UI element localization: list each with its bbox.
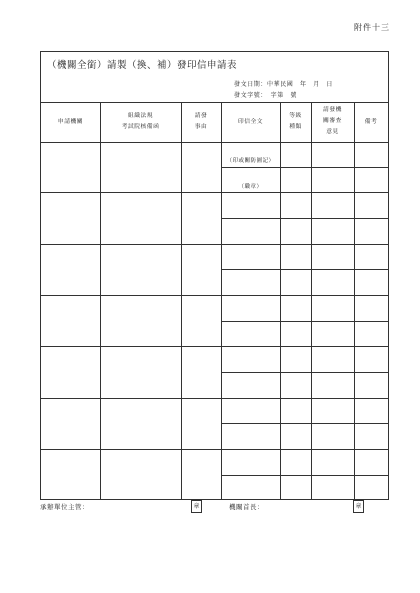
- stamp-note: （職章）: [238, 184, 263, 190]
- head-label: 機關首長：: [229, 503, 264, 511]
- document-number-line: 發文字號： 字第 號: [234, 92, 298, 99]
- form-title: （機關全銜）請製（換、補）發印信申請表: [47, 60, 238, 71]
- col-header-review-2: 關審查: [323, 118, 342, 124]
- col-header-review-3: 意見: [326, 129, 339, 135]
- annex-label: 附件十三: [354, 23, 390, 32]
- col-header-remarks: 備考: [364, 119, 378, 125]
- issue-date-line: 發文日期：中華民國 年 月 日: [234, 81, 334, 88]
- col-header-basis-1: 組織法規: [127, 113, 154, 119]
- handler-seal-box: 章: [191, 500, 202, 513]
- col-header-reason-2: 事由: [194, 124, 208, 130]
- handler-label: 承辦單位主管：: [40, 503, 89, 511]
- col-header-grade-1: 等級: [289, 113, 302, 119]
- application-form: [40, 51, 389, 500]
- col-header-review-1: 請發機: [323, 107, 342, 113]
- col-header-reason-1: 請發: [194, 113, 208, 119]
- col-header-basis-2: 考試院核備函: [121, 124, 160, 130]
- col-header-applicant: 申請機關: [57, 119, 84, 125]
- col-header-seal-text: 印信全文: [237, 119, 264, 125]
- head-seal-box: 章: [353, 500, 364, 513]
- form-header: [41, 52, 388, 103]
- application-table: [41, 102, 388, 499]
- col-header-grade-2: 種類: [289, 124, 302, 130]
- seal-name-note: （印或關防圖記）: [226, 158, 275, 164]
